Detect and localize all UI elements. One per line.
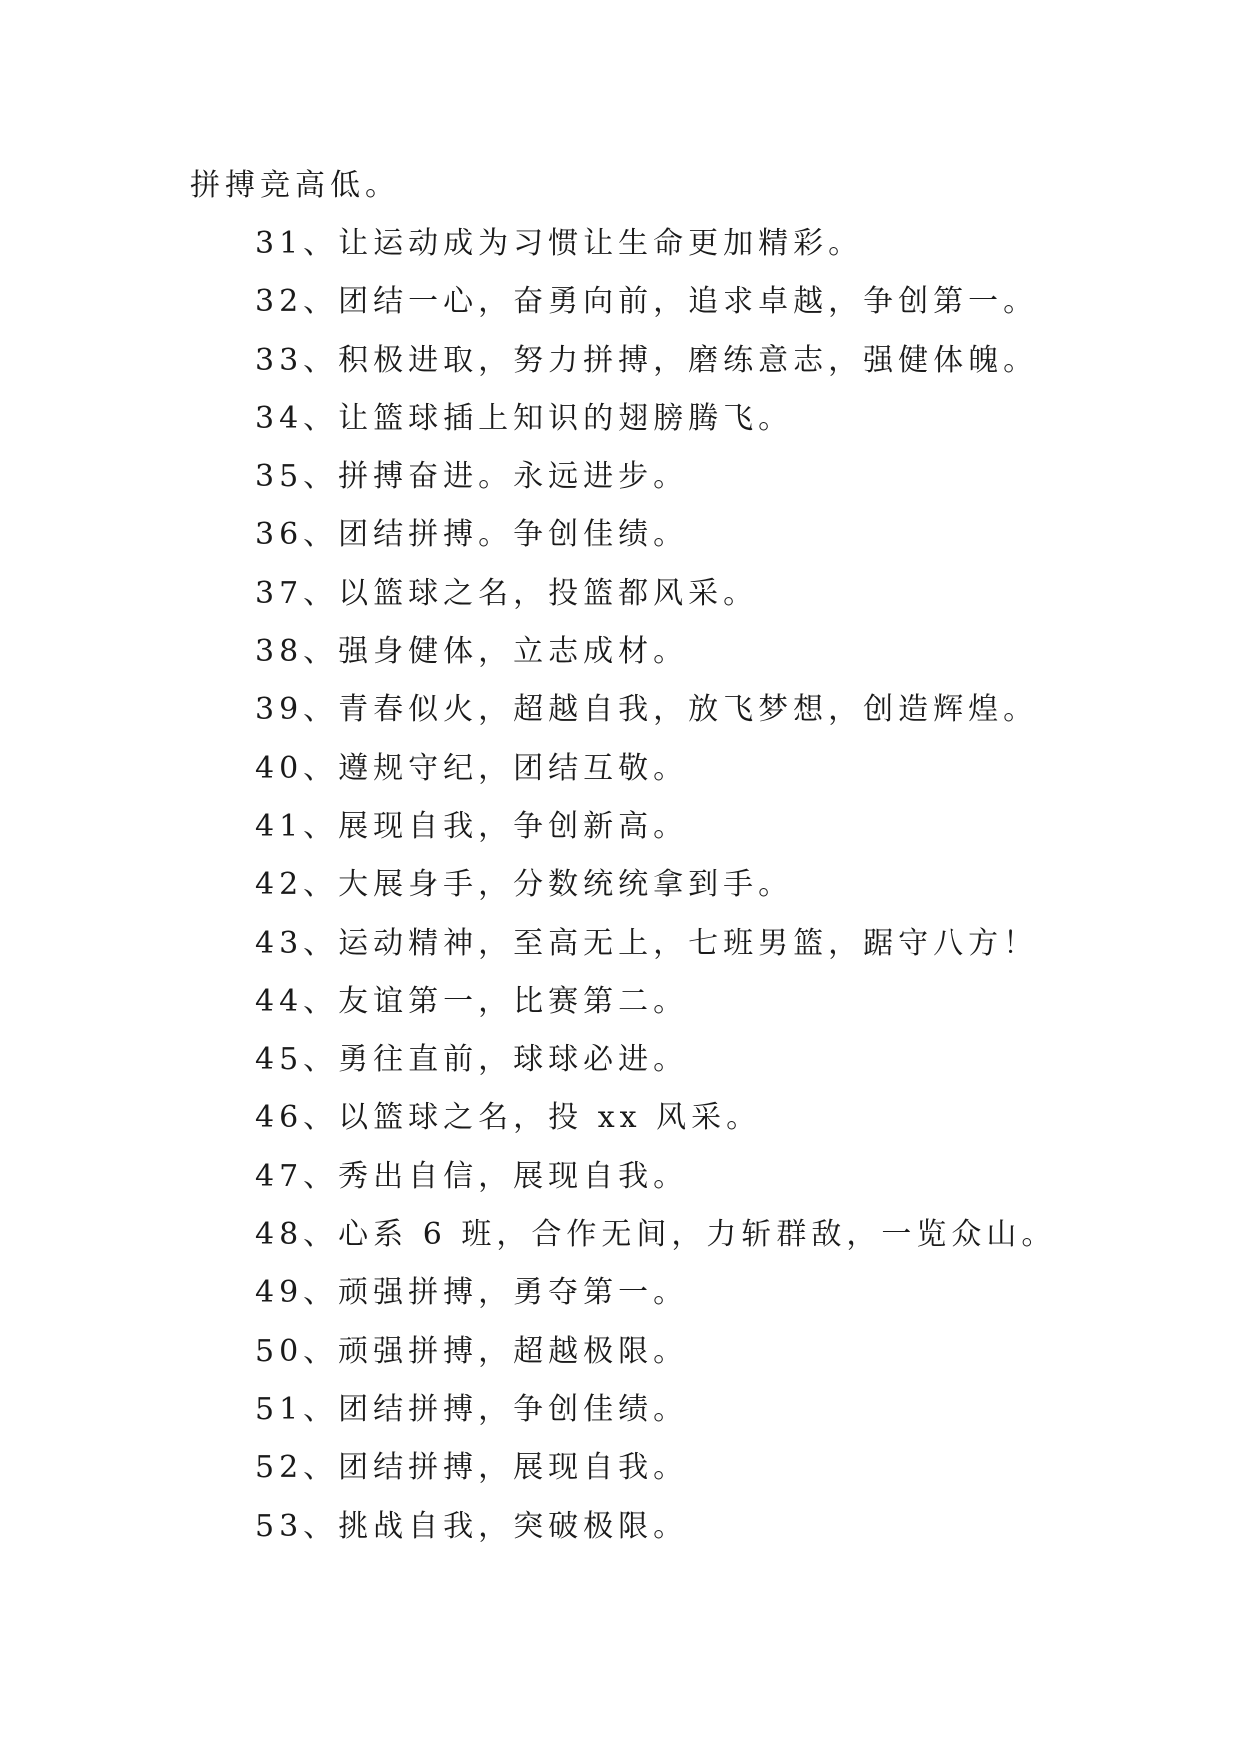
list-item: 50、顽强拼搏，超越极限。 (255, 1333, 689, 1369)
list-item: 43、运动精神，至高无上，七班男篮，踞守八方！ (255, 925, 1039, 961)
list-item: 45、勇往直前，球球必进。 (255, 1042, 689, 1078)
list-item: 46、以篮球之名，投 xx 风采。 (255, 1100, 762, 1136)
list-item: 40、遵规守纪，团结互敬。 (255, 750, 689, 786)
list-item: 47、秀出自信，展现自我。 (255, 1158, 689, 1194)
list-item: 34、让篮球插上知识的翅膀腾飞。 (255, 400, 794, 436)
continuation-line: 拼搏竞高低。 (190, 168, 400, 203)
list-item: 42、大展身手，分数统统拿到手。 (255, 867, 794, 903)
list-item: 49、顽强拼搏，勇夺第一。 (255, 1275, 689, 1311)
list-item: 37、以篮球之名，投篮都风采。 (255, 575, 759, 611)
list-item: 38、强身健体，立志成材。 (255, 634, 689, 670)
list-item: 52、团结拼搏，展现自我。 (255, 1450, 689, 1486)
list-item: 32、团结一心，奋勇向前，追求卓越，争创第一。 (255, 284, 1039, 320)
slogan-list (255, 224, 1056, 1565)
list-item: 39、青春似火，超越自我，放飞梦想，创造辉煌。 (255, 692, 1039, 728)
list-item: 31、让运动成为习惯让生命更加精彩。 (255, 226, 864, 261)
list-item: 48、心系 6 班，合作无间，力斩群敌，一览众山。 (255, 1217, 1057, 1253)
list-item: 36、团结拼搏。争创佳绩。 (255, 517, 689, 553)
list-item: 35、拼搏奋进。永远进步。 (255, 459, 689, 495)
list-item: 44、友谊第一，比赛第二。 (255, 983, 689, 1019)
list-item: 53、挑战自我，突破极限。 (255, 1508, 689, 1544)
list-item: 51、团结拼搏，争创佳绩。 (255, 1391, 689, 1427)
list-item: 33、积极进取，努力拼搏，磨练意志，强健体魄。 (255, 342, 1039, 378)
list-item: 41、展现自我，争创新高。 (255, 808, 689, 844)
